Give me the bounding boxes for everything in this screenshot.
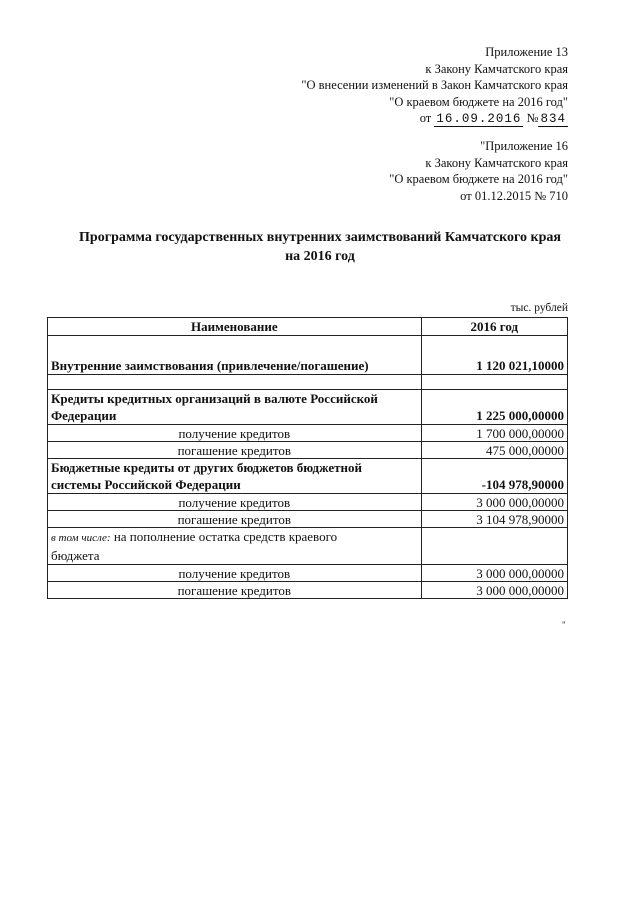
title-line: Программа государственных внутренних заимствований Камчатского края bbox=[79, 230, 561, 245]
table-row bbox=[48, 425, 568, 442]
credit-orgs-value: 1 225 000,00000 bbox=[421, 390, 567, 425]
table-row bbox=[48, 511, 568, 528]
table-row bbox=[48, 582, 568, 599]
units-label: тыс. рублей bbox=[510, 302, 568, 314]
repay-label: погашение кредитов bbox=[48, 442, 422, 459]
date-prefix: от bbox=[419, 111, 432, 125]
appendix-line: к Закону Камчатского края bbox=[425, 155, 568, 170]
receive-label: получение кредитов bbox=[48, 565, 422, 582]
appendix-original-header bbox=[389, 138, 568, 204]
title-line: на 2016 год bbox=[285, 249, 355, 264]
repay-label: погашение кредитов bbox=[48, 582, 422, 599]
receive-value: 1 700 000,00000 bbox=[421, 425, 567, 442]
receive-label: получение кредитов bbox=[48, 494, 422, 511]
repay-value: 3 000 000,00000 bbox=[421, 582, 567, 599]
table-row-budget-credits bbox=[48, 459, 568, 494]
handwritten-number: 834 bbox=[540, 112, 566, 126]
including-prefix: в том числе: bbox=[51, 532, 111, 544]
appendix-line: Приложение 13 bbox=[485, 45, 568, 59]
document-title bbox=[40, 228, 600, 266]
budget-credits-label: Бюджетные кредиты от других бюджетов бюджетной системы Российской Федерации bbox=[48, 459, 422, 494]
appendix-date-line bbox=[301, 110, 568, 127]
appendix-current-header bbox=[301, 44, 568, 127]
table-row bbox=[48, 442, 568, 459]
receive-value: 3 000 000,00000 bbox=[421, 494, 567, 511]
table-row-spacer bbox=[48, 375, 568, 390]
table-row-credit-orgs bbox=[48, 390, 568, 425]
borrowing-program-table bbox=[47, 317, 568, 599]
table-header-row bbox=[48, 318, 568, 336]
header-year: 2016 год bbox=[421, 318, 567, 336]
table-row bbox=[48, 565, 568, 582]
table-row-total bbox=[48, 336, 568, 375]
budget-credits-value: -104 978,90000 bbox=[421, 459, 567, 494]
appendix-line: "О внесении изменений в Закон Камчатского края bbox=[301, 78, 568, 92]
handwritten-date: 16.09.2016 bbox=[436, 112, 522, 126]
receive-label: получение кредитов bbox=[48, 425, 422, 442]
repay-value: 3 104 978,90000 bbox=[421, 511, 567, 528]
repay-value: 475 000,00000 bbox=[421, 442, 567, 459]
table-row bbox=[48, 494, 568, 511]
header-name: Наименование bbox=[48, 318, 422, 336]
table-row-including bbox=[48, 528, 568, 565]
appendix-line: от 01.12.2015 № 710 bbox=[460, 188, 568, 203]
total-value: 1 120 021,10000 bbox=[421, 336, 567, 375]
appendix-line: "О краевом бюджете на 2016 год" bbox=[389, 94, 568, 109]
including-label: в том числе: на пополнение остатка средств краевого бюджета bbox=[48, 528, 422, 565]
credit-orgs-label: Кредиты кредитных организаций в валюте Российской Федерации bbox=[48, 390, 422, 425]
closing-quote-mark: " bbox=[562, 620, 566, 630]
appendix-line: "О краевом бюджете на 2016 год" bbox=[389, 172, 568, 186]
receive-value: 3 000 000,00000 bbox=[421, 565, 567, 582]
number-sign: № bbox=[526, 111, 539, 125]
appendix-line: к Закону Камчатского края bbox=[425, 61, 568, 76]
appendix-line: "Приложение 16 bbox=[480, 139, 568, 153]
total-label: Внутренние заимствования (привлечение/погашение) bbox=[48, 336, 422, 375]
repay-label: погашение кредитов bbox=[48, 511, 422, 528]
